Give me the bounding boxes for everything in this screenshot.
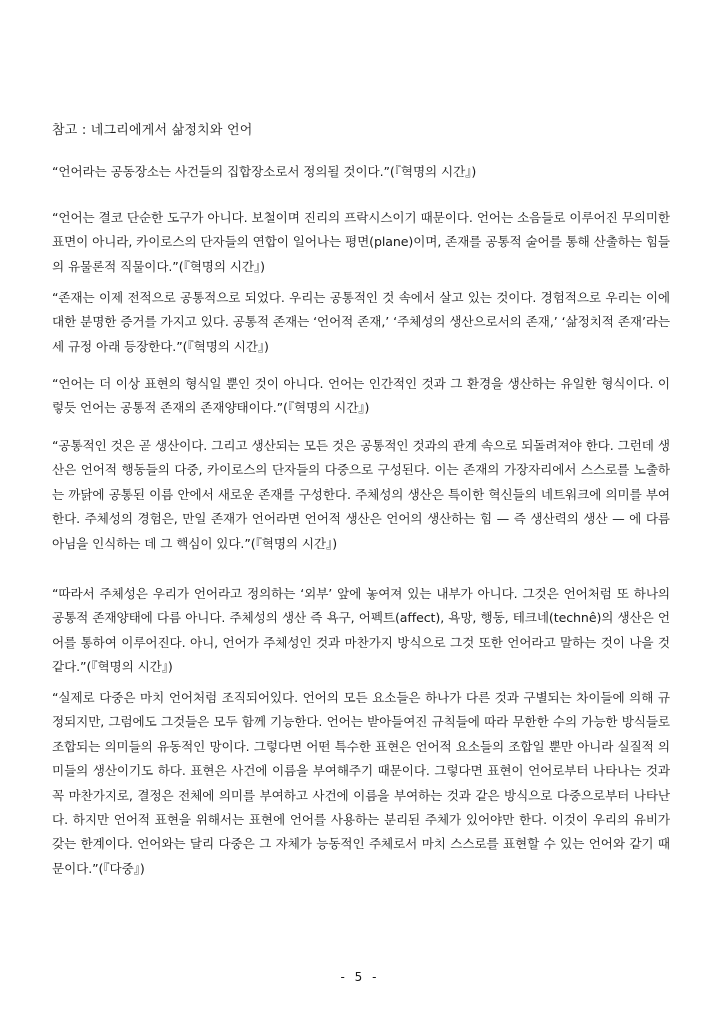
section-heading: 참고 : 네그리에게서 삶정치와 언어 bbox=[52, 123, 253, 138]
quote-4: “언어는 더 이상 표현의 형식일 뿐인 것이 아니다. 언어는 인간적인 것과 그 환경을 생산하는 유일한 형식이다. 이렇듯 언어는 공통적 존재의 존재양태이다.”(『혁명의 시간』) bbox=[52, 376, 670, 416]
quote-1: “언어라는 공동장소는 사건들의 집합장소로서 정의될 것이다.”(『혁명의 시간』) bbox=[52, 164, 477, 179]
page-number: - 5 - bbox=[340, 970, 380, 984]
quote-3: “존재는 이제 전적으로 공통적으로 되었다. 우리는 공통적인 것 속에서 살고 있는 것이다. 경험적으로 우리는 이에 대한 분명한 증거를 가지고 있다. 공통적 존재는 ‘언어적 존재,’ ‘주체성의 생산으로서의 존재,’ ‘삶정치적 존재’라는 세 규정 아래 등장한다.”(『혁명의 시간』) bbox=[52, 290, 670, 354]
quote-7: “실제로 다중은 마치 언어처럼 조직되어있다. 언어의 모든 요소들은 하나가 다른 것과 구별되는 차이들에 의해 규정되지만, 그럼에도 그것들은 모두 함께 기능한다. 언어는 받아들여진 규칙들에 따라 무한한 수의 가능한 방식들로 조합되는 의미들의 유동적인 망이다. 그렇다면 어떤 특수한 표현은 언어적 요소들의 조합일 뿐만 아니라 실질적 의미들의 생산이기도 하다. 표현은 사건에 이름을 부여해주기 때문이다. 그렇다면 표현이 언어로부터 나타나는 것과 꼭 마찬가지로, 결정은 전체에 의미를 부여하고 사건에 이름을 부여하는 것과 같은 방식으로 다중으로부터 나타난다. 하지만 언어적 표현을 위해서는 표현에 언어를 사용하는 분리된 주체가 있어야만 한다. 이것이 우리의 유비가 갖는 한계이다. 언어와는 달리 다중은 그 자체가 능동적인 주체로서 마치 스스로를 표현할 수 있는 언어와 같기 때문이다.”(『다중』) bbox=[52, 690, 670, 876]
quote-5: “공통적인 것은 곧 생산이다. 그리고 생산되는 모든 것은 공통적인 것과의 관계 속으로 되돌려져야 한다. 그런데 생산은 언어적 행동들의 다중, 카이로스의 단자들의 다중으로 구성된다. 이는 존재의 가장자리에서 스스로를 노출하는 까닭에 공통된 이름 안에서 새로운 존재를 구성한다. 주체성의 생산은 특이한 혁신들의 네트워크에 의미를 부여한다. 주체성의 경험은, 만일 존재가 언어라면 언어적 생산은 언어의 생산하는 힘 — 즉 생산력의 생산 — 에 다름 아님을 인식하는 데 그 핵심이 있다.”(『혁명의 시간』) bbox=[52, 438, 670, 551]
quote-6: “따라서 주체성은 우리가 언어라고 정의하는 ‘외부’ 앞에 놓여져 있는 내부가 아니다. 그것은 언어처럼 또 하나의 공통적 존재양태에 다름 아니다. 주체성의 생산 즉 욕구, 어펙트(affect), 욕망, 행동, 테크네(technê)의 생산은 언어를 통하여 이루어진다. 아니, 언어가 주체성인 것과 마찬가지 방식으로 그것 또한 언어라고 말하는 것이 나을 것 같다.”(『혁명의 시간』) bbox=[52, 586, 670, 675]
quote-2: “언어는 결코 단순한 도구가 아니다. 보철이며 진리의 프락시스이기 때문이다. 언어는 소음들로 이루어진 무의미한 표면이 아니라, 카이로스의 단자들의 연합이 일어나는 평면(plane)이며, 존재를 공통적 술어를 통해 산출하는 힘들의 유물론적 직물이다.”(『혁명의 시간』) bbox=[52, 210, 670, 274]
